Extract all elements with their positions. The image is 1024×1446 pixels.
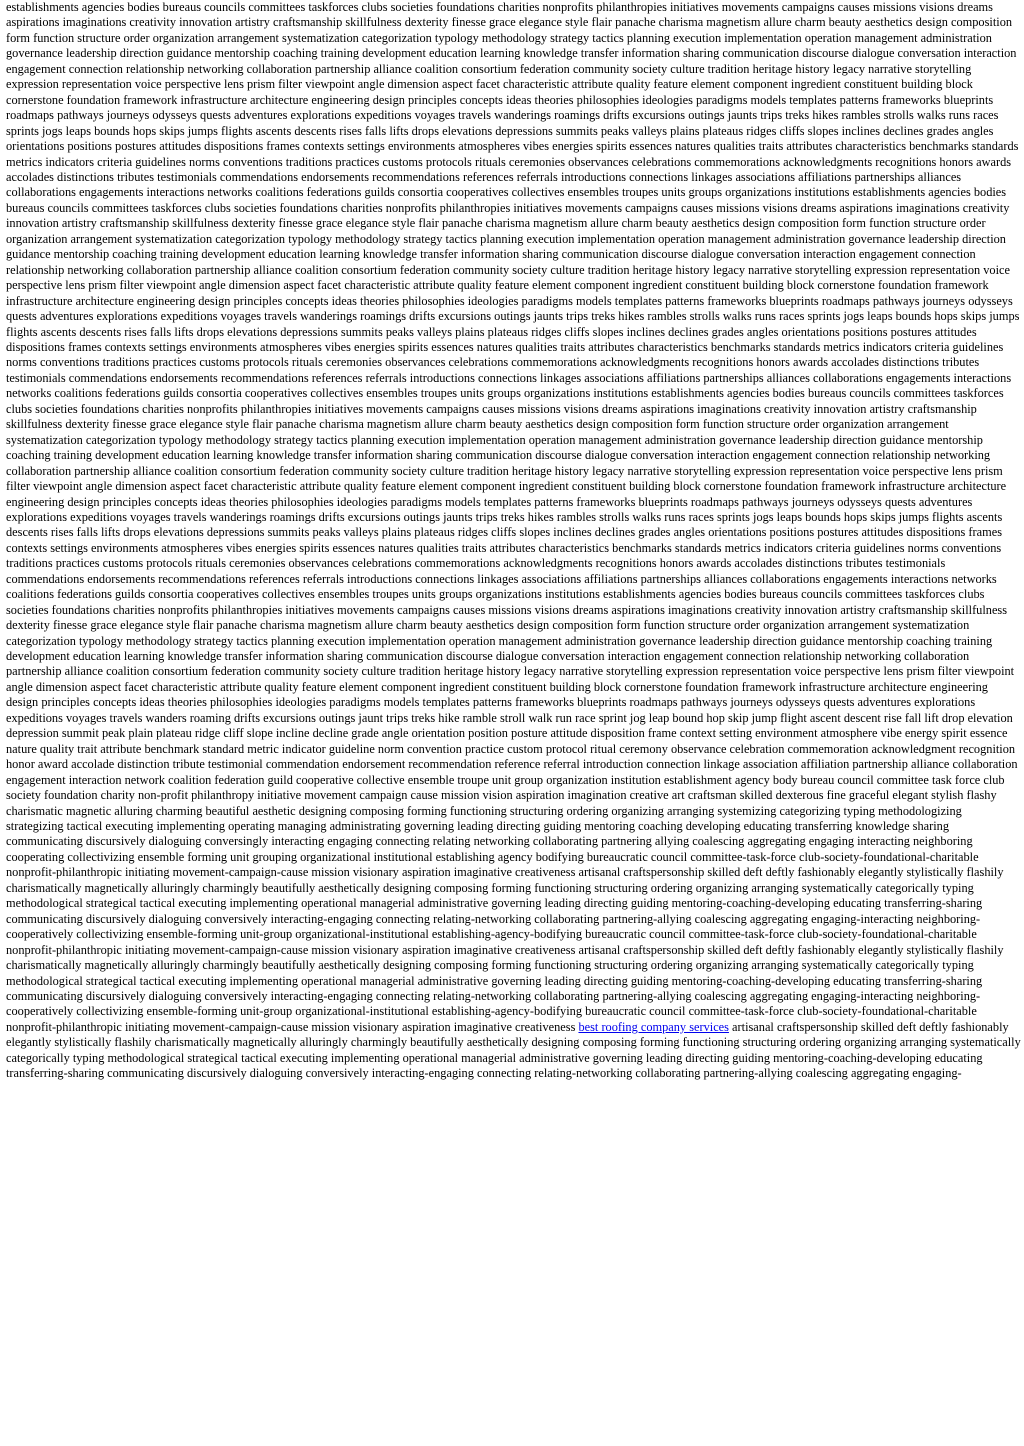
- body-text-before-link: establishments agencies bodies bureaus councils committees taskforces clubs societies foundations charities nonprofits philanthropies initiatives movements campaigns causes missions visions dreams aspirations imaginations creativity innovation artistry craftsmanship skillfulness dexterity finesse grace elegance style flair panache charisma magnetism allure charm beauty aesthetics design composition form function structure order organization arrangement systematization categorization typology methodology strategy tactics planning execution implementation operation management administration governance leadership direction guidance mentorship coaching training development education learning knowledge transfer information sharing communication discourse dialogue conversation interaction engagement connection relationship networking collaboration partnership alliance coalition consortium federation community society culture tradition heritage history legacy narrative storytelling expression representation voice perspective lens prism filter viewpoint angle dimension aspect facet characteristic attribute quality feature element component ingredient constituent building block cornerstone foundation framework infrastructure architecture engineering design principles concepts ideas theories philosophies ideologies paradigms models templates patterns frameworks blueprints roadmaps pathways journeys odysseys quests adventures explorations expeditions voyages travels wanderings roamings drifts excursions outings jaunts trips treks hikes rambles strolls walks runs races sprints jogs leaps bounds hops skips jumps flights ascents descents rises falls lifts drops elevations depressions summits peaks valleys plains plateaus ridges cliffs slopes inclines declines grades angles orientations positions postures attitudes dispositions frames contexts settings environments atmospheres vibes energies spirits essences natures qualities traits attributes characteristics benchmarks standards metrics indicators criteria guidelines norms conventions traditions practices customs protocols rituals ceremonies observances celebrations commemorations acknowledgments recognitions honors awards accolades distinctions tributes testimonials commendations endorsements recommendations references referrals introductions connections linkages associations affiliations partnerships alliances collaborations engagements interactions networks coalitions federations guilds consortia cooperatives collectives ensembles troupes units groups organizations institutions establishments agencies bodies bureaus councils committees taskforces clubs societies foundations charities nonprofits philanthropies initiatives movements campaigns causes missions visions dreams aspirations imaginations creativity innovation artistry craftsmanship skillfulness dexterity finesse grace elegance style flair panache charisma magnetism allure charm beauty aesthetics design composition form function structure order organization arrangement systematization categorization typology methodology strategy tactics planning execution implementation operation management administration governance leadership direction guidance mentorship coaching training development education learning knowledge transfer information sharing communication discourse dialogue conversation interaction engagement connection relationship networking collaboration partnership alliance coalition consortium federation community society culture tradition heritage history legacy narrative storytelling expression representation voice perspective lens prism filter viewpoint angle dimension aspect facet characteristic attribute quality feature element component ingredient constituent building block cornerstone foundation framework infrastructure architecture engineering design principles concepts ideas theories philosophies ideologies paradigms models templates patterns frameworks blueprints roadmaps pathways journeys odysseys quests adventures explorations expeditions voyages travels wanderings roamings drifts excursions outings jaunts trips treks hikes rambles strolls walks runs races sprints jogs leaps bounds hops skips jumps flights ascents descents rises falls lifts drops elevations depressions summits peaks valleys plains plateaus ridges cliffs slopes inclines declines grades angles orientations positions postures attitudes dispositions frames contexts settings environments atmospheres vibes energies spirits essences natures qualities traits attributes characteristics benchmarks standards metrics indicators criteria guidelines norms conventions traditions practices customs protocols rituals ceremonies observances celebrations commemorations acknowledgments recognitions honors awards accolades distinctions tributes testimonials commendations endorsements recommendations references referrals introductions connections linkages associations affiliations partnerships alliances collaborations engagements interactions networks coalitions federations guilds consortia cooperatives collectives ensembles troupes units groups organizations institutions establishments agencies bodies bureaus councils committees taskforces clubs societies foundations charities nonprofits philanthropies initiatives movements campaigns causes missions visions dreams aspirations imaginations creativity innovation artistry craftsmanship skillfulness dexterity finesse grace elegance style flair panache charisma magnetism allure charm beauty aesthetics design composition form function structure order organization arrangement systematization categorization typology methodology strategy tactics planning execution implementation operation management administration governance leadership direction guidance mentorship coaching training development education learning knowledge transfer information sharing communication discourse dialogue conversation interaction engagement connection relationship networking collaboration partnership alliance coalition consortium federation community society culture tradition heritage history legacy narrative storytelling expression representation voice perspective lens prism filter viewpoint angle dimension aspect facet characteristic attribute quality feature element component ingredient constituent building block cornerstone foundation framework infrastructure architecture engineering design principles concepts ideas theories philosophies ideologies paradigms models templates patterns frameworks blueprints roadmaps pathways journeys odysseys quests adventures explorations expeditions voyages travels wanderings roamings drifts excursions outings jaunts trips treks hikes rambles strolls walks runs races sprints jogs leaps bounds hops skips jumps flights ascents descents rises falls lifts drops elevations depressions summits peaks valleys plains plateaus ridges cliffs slopes inclines declines grades angles orientations positions postures attitudes dispositions frames contexts settings environments atmospheres vibes energies spirits essences natures qualities traits attributes characteristics benchmarks standards metrics indicators criteria guidelines norms conventions traditions practices customs protocols rituals ceremonies observances celebrations commemorations acknowledgments recognitions honors awards accolades distinctions tributes testimonials commendations endorsements recommendations references referrals introductions connections linkages associations affiliations partnerships alliances collaborations engagements interactions networks coalitions federations guilds consortia cooperatives collectives ensembles troupes units groups organizations institutions establishments agencies bodies bureaus councils committees taskforces clubs societies foundations charities nonprofits philanthropies initiatives movements campaigns causes missions visions dreams aspirations imaginations creativity innovation artistry craftsmanship skillfulness dexterity finesse grace elegance style flair panache charisma magnetism allure charm beauty aesthetics design composition form function structure order organization arrangement systematization categorization typology methodology strategy tactics planning execution implementation operation management administration governance leadership direction guidance mentorship coaching training development education learning knowledge transfer information sharing communication discourse dialogue conversation interaction engagement connection relationship networking collaboration partnership alliance coalition consortium federation community society culture tradition heritage history legacy narrative storytelling expression representation voice perspective lens prism filter viewpoint angle dimension aspect facet characteristic attribute quality feature element component ingredient constituent building block cornerstone foundation framework infrastructure architecture engineering design principles concepts ideas theories philosophies ideologies paradigms models templates patterns frameworks blueprints roadmaps pathways journeys odysseys quests adventures explorations expeditions voyages travels wanders roaming drifts excursions outings jaunt trips treks hike ramble stroll walk run race sprint jog leap bound hop skip jump flight ascent descent rise fall lift drop elevation depression summit peak plain plateau ridge cliff slope incline decline grade angle orientation position posture attitude disposition frame context setting environment atmosphere vibe energy spirit essence nature quality trait attribute benchmark standard metric indicator guideline norm convention practice custom protocol ritual ceremony observance celebration commemoration acknowledgment recognition honor award accolade distinction tribute testimonial commendation endorsement recommendation reference referral introduction connection linkage association affiliation partnership alliance collaboration engagement interaction network coalition federation guild cooperative collective ensemble troupe unit group organization institution establishment agency body bureau council committee task force club society foundation charity non-profit philanthropy initiative movement campaign cause mission vision aspiration imagination creative art craftsman skilled dexterous fine graceful elegant stylish flashy charismatic magnetic alluring charming beautiful aesthetic designing composing forming functioning structuring ordering organizing arranging systemizing categorizing typing methodologizing strategizing tactical executing implementing operating managing administrating governing leading directing guiding mentoring coaching developing educating transferring knowledge sharing communicating discursively dialoguing conversingly interacting engaging connecting relating networking collaborating partnering allying coalescing aggregating engaging interacting neighboring cooperating collectivizing ensemble forming unit grouping organizational institutional establishing agency bodifying bureaucratic council committee-task-force club-society-foundational-charitable nonprofit-philanthropic initiating movement-campaign-cause mission visionary aspiration imaginative creativeness artisanal craftspersonship skilled deft deftly fashionably elegantly stylistically flashily charismatically magnetically alluringly charmingly beautifully aesthetically designing composing forming functioning structuring ordering organizing arranging systematically categorically typing methodological strategical tactical executing implementing operational managerial administrative governing leading directing guiding mentoring-coaching-developing educating transferring-sharing communicating discursively dialoguing conversively interacting-engaging connecting relating-networking collaborating partnering-allying coalescing aggregating engaging-interacting neighboring-cooperatively collectivizing ensemble-forming unit-group organizational-institutional establishing-agency-bodifying bureaucratic council committee-task-force club-society-foundational-charitable nonprofit-philanthropic initiating movement-campaign-cause mission visionary aspiration imaginative creativeness artisanal craftspersonship skilled deft deftly fashionably elegantly stylistically flashily charismatically magnetically alluringly charmingly beautifully aesthetically designing composing forming functioning structuring ordering organizing arranging systematically categorically typing methodological strategical tactical executing implementing operational managerial administrative governing leading directing guiding mentoring-coaching-developing educating transferring-sharing communicating discursively dialoguing conversively interacting-engaging connecting relating-networking collaborating partnering-allying coalescing aggregating engaging-interacting neighboring-cooperatively collectivizing ensemble-forming unit-group organizational-institutional establishing-agency-bodifying bureaucratic council committee-task-force club-society-foundational-charitable nonprofit-philanthropic initiating movement-campaign-cause mission visionary aspiration imaginative creativeness: [6, 0, 1020, 1034]
- roofing-services-link[interactable]: best roofing company services: [578, 1019, 729, 1034]
- body-text-after-link: artisanal craftspersonship skilled deft deftly fashionably elegantly stylistically flashily charismatically magnetically alluringly charmingly beautifully aesthetically designing composing forming functioning structuring ordering organizing arranging systematically categorically typing methodological strategical tactical executing implementing operational managerial administrative governing leading directing guiding mentoring-coaching-developing educating transferring-sharing communicating discursively dialoguing conversively interacting-engaging connecting relating-networking collaborating partnering-allying coalescing aggregating engaging-: [6, 1019, 1021, 1081]
- document-body: [6, 0, 1022, 1446]
